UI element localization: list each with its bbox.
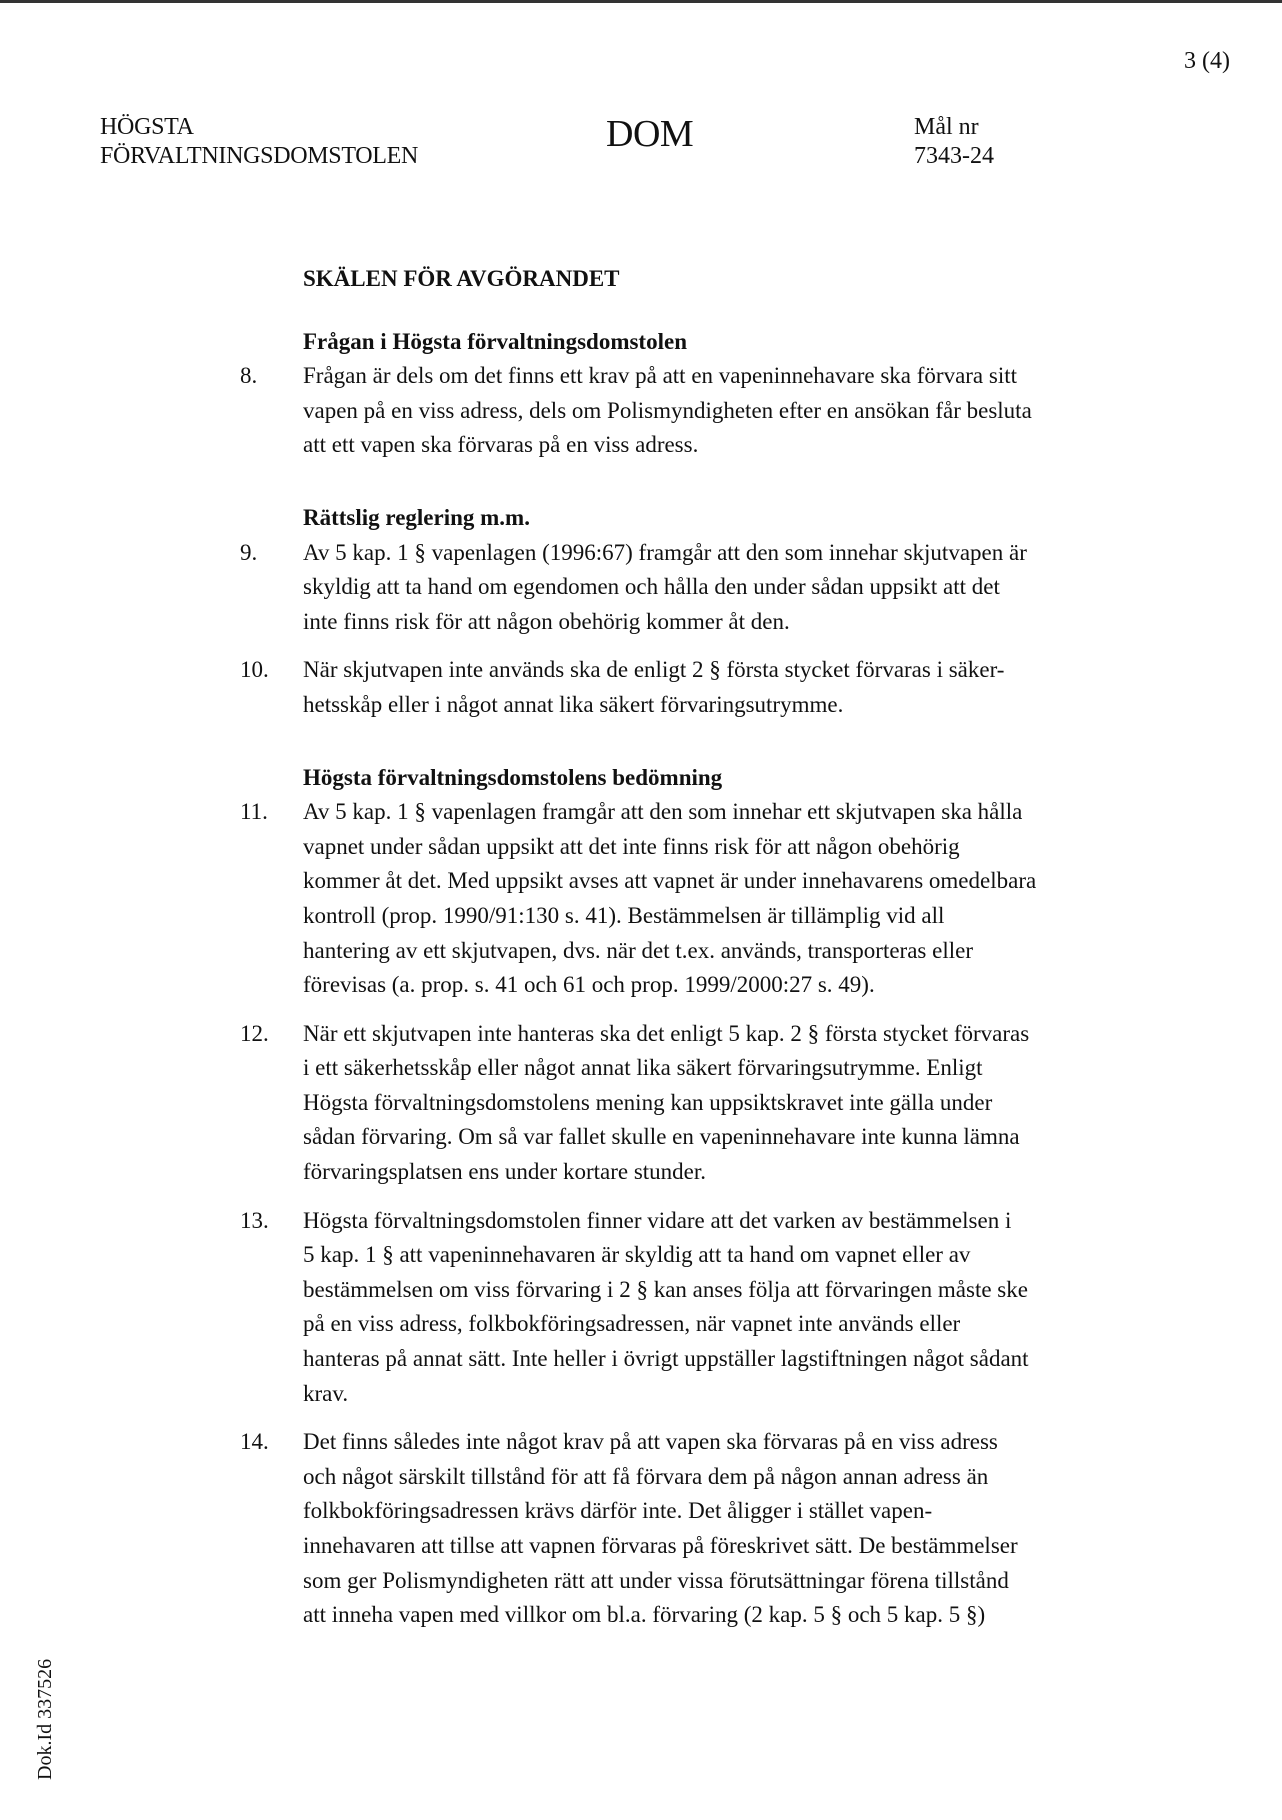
text-line: När skjutvapen inte används ska de enligt 2 § första stycket förvaras i säker- [303, 657, 1005, 683]
text-line: förvaringsplatsen ens under kortare stunder. [303, 1159, 707, 1185]
text-line: När ett skjutvapen inte hanteras ska det enligt 5 kap. 2 § första stycket förvaras [303, 1020, 1030, 1046]
text-line: inte finns risk för att någon obehörig kommer åt den. [303, 608, 790, 634]
page-number: 3 (4) [1184, 48, 1230, 74]
text-line: folkbokföringsadressen krävs därför inte. Det åligger i stället vapen- [303, 1498, 933, 1524]
text-line: 5 kap. 1 § att vapeninnehavaren är skyldig att ta hand om vapnet eller av [303, 1242, 971, 1268]
text-line: att ett vapen ska förvaras på en viss adress. [303, 432, 699, 458]
text-line: Det finns således inte något krav på att vapen ska förvaras på en viss adress [303, 1429, 998, 1455]
paragraph [240, 536, 1163, 640]
paragraph [240, 1425, 1163, 1633]
paragraph-number: 10. [240, 657, 269, 683]
section-heading: Rättslig reglering m.m. [303, 504, 530, 530]
text-line: Av 5 kap. 1 § vapenlagen (1996:67) framgår att den som innehar skjutvapen är [303, 539, 1027, 565]
section-heading: Frågan i Högsta förvaltningsdomstolen [303, 328, 687, 354]
text-line: som ger Polismyndigheten rätt att under vissa förutsättningar förena tillstånd [303, 1567, 1009, 1593]
text-line: sådan förvaring. Om så var fallet skulle en vapeninnehavare inte kunna lämna [303, 1124, 1020, 1150]
text-line: Frågan är dels om det finns ett krav på att en vapeninnehavare ska förvara sitt [303, 363, 1018, 389]
text-line: hetsskåp eller i något annat lika säkert förvaringsutrymme. [303, 691, 844, 717]
paragraph-number: 12. [240, 1020, 269, 1046]
section-heading: Högsta förvaltningsdomstolens bedömning [303, 764, 723, 790]
text-line: innehavaren att tillse att vapnen förvaras på föreskrivet sätt. De bestämmelser [303, 1533, 1018, 1558]
paragraph-number: 9. [240, 539, 258, 565]
text-line: och något särskilt tillstånd för att få förvara dem på någon annan adress än [303, 1463, 989, 1489]
paragraph-number: 8. [240, 363, 258, 389]
court-name [100, 113, 418, 171]
window-top-bar [0, 0, 1282, 3]
paragraph [240, 359, 1163, 463]
section [240, 761, 1163, 1633]
text-line: förevisas (a. prop. s. 41 och 61 och prop. 1999/2000:27 s. 49). [303, 972, 875, 998]
text-line: på en viss adress, folkbokföringsadressen, när vapnet inte används eller [303, 1311, 961, 1337]
paragraph [240, 1204, 1163, 1412]
text-line: kontroll (prop. 1990/91:130 s. 41). Bestämmelsen är tillämplig vid all [303, 902, 945, 928]
paragraph [240, 795, 1163, 1003]
court-name-line2: FÖRVALTNINGSDOMSTOLEN [100, 143, 419, 169]
court-name-line1: HÖGSTA [100, 114, 194, 140]
case-info [914, 113, 994, 171]
paragraph-number: 14. [240, 1429, 269, 1455]
text-line: Högsta förvaltningsdomstolens mening kan uppsiktskravet inte gälla under [303, 1089, 993, 1115]
section [240, 501, 1163, 723]
text-line: Högsta förvaltningsdomstolen finner vidare att det varken av bestämmelsen i [303, 1207, 1012, 1233]
text-line: kommer åt det. Med uppsikt avses att vapnet är under innehavarens omedelbara [303, 868, 1037, 894]
text-line: i ett säkerhetsskåp eller något annat lika säkert förvaringsutrymme. Enligt [303, 1055, 983, 1081]
text-line: att inneha vapen med villkor om bl.a. förvaring (2 kap. 5 § och 5 kap. 5 §) [303, 1602, 986, 1628]
document-type: DOM [606, 113, 694, 155]
text-line: hanteras på annat sätt. Inte heller i övrigt uppställer lagstiftningen något sådant [303, 1346, 1029, 1372]
case-label: Mål nr [914, 114, 979, 140]
paragraph [240, 1017, 1163, 1190]
text-line: vapnet under sådan uppsikt att det inte finns risk för att någon obehörig [303, 833, 960, 859]
paragraph-number: 11. [240, 799, 268, 825]
text-line: skyldig att ta hand om egendomen och hålla den under sådan uppsikt att det [303, 574, 1000, 600]
text-line: vapen på en viss adress, dels om Polismyndigheten efter en ansökan får besluta [303, 397, 1032, 423]
text-line: Av 5 kap. 1 § vapenlagen framgår att den som innehar ett skjutvapen ska hålla [303, 799, 1023, 825]
paragraph-number: 13. [240, 1207, 269, 1233]
paragraph [240, 653, 1163, 722]
case-number: 7343-24 [914, 143, 994, 169]
text-line: bestämmelsen om viss förvaring i 2 § kan anses följa att förvaringen måste ske [303, 1276, 1028, 1302]
document-id: Dok.Id 337526 [34, 1658, 56, 1780]
section [240, 325, 1163, 463]
document-body [240, 262, 1163, 1647]
text-line: krav. [303, 1380, 349, 1406]
text-line: hantering av ett skjutvapen, dvs. när det t.ex. används, transporteras eller [303, 937, 973, 963]
section-title: SKÄLEN FÖR AVGÖRANDET [303, 266, 620, 291]
